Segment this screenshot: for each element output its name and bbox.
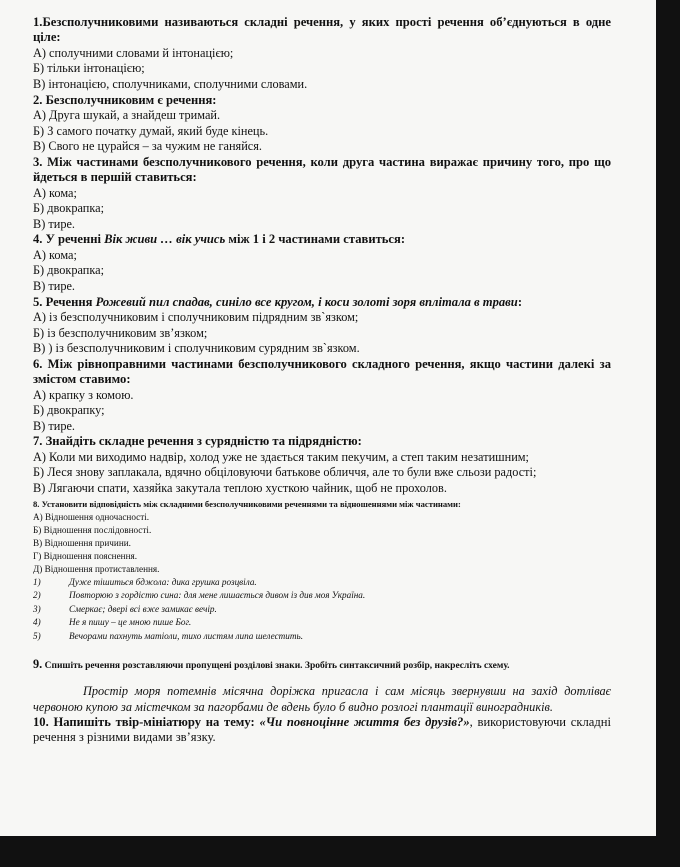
question-8-item-2 [33,589,611,603]
question-9-number: 9. [33,657,43,672]
question-5-option-b: Б) із безсполучниковим зв’язком; [33,325,208,340]
item-text: Повторюю з гордістю сина: для мене лишається дивом із див моя Україна. [69,590,366,601]
question-4-option-b: Б) двокрапка; [33,263,105,278]
item-number: 3) [33,603,41,614]
item-text: Дуже тішиться бджола: дика грушка розцвіла. [69,576,257,587]
question-5-title-start: 5. Речення [33,294,96,309]
question-4-option-c: В) тире. [33,278,76,293]
item-number: 4) [33,617,41,628]
question-3-title: 3. Між частинами безсполучникового речення, коли друга частина виражає причину того, про що йдеться в першій ставиться: [33,154,611,185]
question-5-sentence: Рожевий пил спадав, синіло все кругом, і коси золоті зоря вплітала в трави [95,294,518,309]
question-4-title [33,232,611,247]
question-8-item-4 [33,616,611,630]
question-6-option-b: Б) двокрапку; [33,403,105,418]
question-8-option-b: Б) Відношення послідовності. [33,524,152,535]
question-8-item-5 [33,630,611,644]
question-4-option-a: А) кома; [33,247,77,262]
question-8-option-e: Д) Відношення протиставлення. [33,563,160,574]
question-8-item-3 [33,603,611,617]
question-6-option-a: А) крапку з комою. [33,387,134,402]
question-2-option-a: А) Друга шукай, а знайдеш тримай. [33,108,221,122]
question-1-option-c: В) інтонацією, сполучниками, сполучними словами. [33,77,308,91]
question-1-title: 1.Безсполучниковими називаються складні речення, у яких прості речення об’єднуються в одне ціле: [33,15,611,45]
question-3-option-a: А) кома; [33,185,77,200]
question-5-option-a: А) із безсполучниковим і сполучниковим підрядним зв`язком; [33,309,359,324]
question-7-title: 7. Знайдіть складне речення з сурядністю та підрядністю: [33,434,362,449]
question-5-option-c: В) ) із безсполучниковим і сполучниковим сурядним зв`язком. [33,341,360,356]
worksheet-content [33,15,611,746]
item-number: 5) [33,630,41,641]
question-8-option-d: Г) Відношення пояснення. [33,550,138,561]
question-7-option-c: В) Лягаючи спати, хазяйка закутала теплою хусткою чайник, щоб не прохолов. [33,480,447,495]
question-10-topic: «Чи повноцінне життя без друзів?» [259,714,470,729]
question-3-option-c: В) тире. [33,216,76,231]
item-number: 1) [33,576,41,587]
question-3-option-b: Б) двокрапка; [33,201,105,216]
question-1-option-b: Б) тільки інтонацією; [33,61,145,76]
question-1-option-a: А) сполучними словами й інтонацією; [33,45,234,60]
item-number: 2) [33,590,41,601]
question-8-option-a: А) Відношення одночасності. [33,511,150,522]
question-2-title: 2. Безсполучниковим є речення: [33,92,217,107]
question-5-title [33,295,611,310]
question-10-rest: , використовуючи складні речення з різними видами зв’язку. [33,714,611,745]
question-9-instruction: Спишіть речення розставляючи пропущені розділові знаки. Зробіть синтаксичний розбір, накресліть схему. [44,661,510,672]
question-5-title-end: : [517,294,523,309]
question-2-option-b: Б) З самого початку думай, який буде кінець. [33,123,269,138]
question-8-item-1 [33,576,611,590]
question-6-title: 6. Між рівноправними частинами безсполучникового складного речення, якщо частини далекі за змістом ставимо: [33,356,611,387]
question-4-sentence: Вік живи … вік учись [104,232,226,247]
question-2-option-c: В) Свого не цурайся – за чужим не ганяйся. [33,139,262,154]
question-6-option-c: В) тире. [33,418,76,433]
item-text: Смеркає; двері всі вже замикає вечір. [69,603,217,614]
question-10-title: 10. Напишіть твір-мініатюру на тему: [33,714,260,729]
question-7-option-a: А) Коли ми виходимо надвір, холод уже не здається таким пекучим, а степ таким незатишним; [33,449,529,464]
question-4-title-end: між 1 і 2 частинами ставиться: [225,232,406,247]
question-8-option-c: В) Відношення причини. [33,537,131,548]
item-text: Не я пишу – це мною пише Бог. [69,617,192,628]
question-9-sentence: Простір моря потемнів місячна доріжка пригасла і сам місяць звернувши на захід дотліває червоною купою за містечком за пагорбами де вдень було б видно розлогі плантації виноградників. [33,683,611,714]
question-7-option-b: Б) Леся знову заплакала, вдячно обціловуючи батькове обличчя, але то були вже сльози радості; [33,465,537,480]
question-4-title-start: 4. У реченні [33,232,105,247]
item-text: Вечорами пахнуть матіоли, тихо листям липа шелестить. [69,630,304,641]
question-9-title [33,657,611,673]
question-8-title: 8. Установити відповідність між складними безсполучниковими реченнями та відношеннями між частинами: [33,498,461,509]
question-10 [33,715,611,746]
